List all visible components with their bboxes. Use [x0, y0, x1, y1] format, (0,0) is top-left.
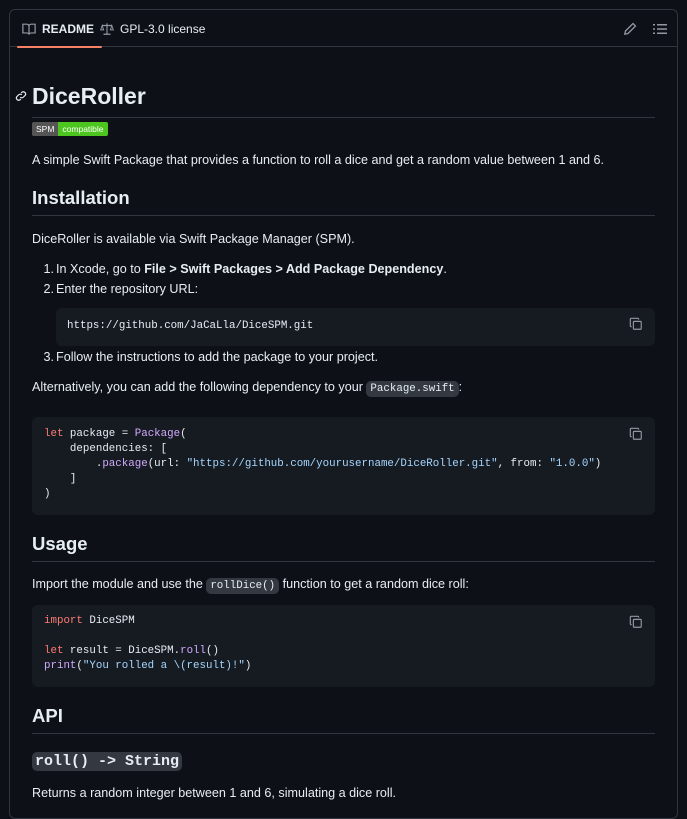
pencil-icon[interactable] — [622, 21, 638, 37]
package-code-block — [32, 417, 655, 515]
api-description: Returns a random integer between 1 and 6, simulating a dice roll. — [32, 786, 397, 800]
badge-value: compatible — [58, 122, 107, 136]
inline-code: rollDice() — [206, 578, 279, 594]
api-heading: API — [32, 704, 655, 734]
tab-readme[interactable] — [20, 10, 96, 47]
tab-readme-label: README — [42, 21, 95, 36]
api-signature: roll() -> String — [32, 752, 182, 771]
tab-license[interactable] — [100, 10, 205, 47]
link-anchor-icon[interactable] — [15, 90, 27, 102]
page-title: DiceRoller — [32, 83, 146, 109]
usage-code: import DiceSPM let result = DiceSPM.roll() print("You rolled a \(result)!") — [44, 615, 252, 672]
book-icon — [22, 22, 36, 36]
outline-list-icon[interactable] — [652, 21, 668, 37]
alternative-text: Alternatively, you can add the following dependency to your Package.swift : — [32, 380, 463, 395]
copy-icon[interactable] — [629, 615, 643, 629]
inline-code: Package.swift — [366, 381, 458, 397]
usage-heading: Usage — [32, 532, 655, 562]
package-code: let package = Package( dependencies: [ .package(url: "https://github.com/yourusername/DiceRoller.git", from: "1.0.0") ] ) — [44, 428, 602, 500]
readme-tabbar — [10, 10, 677, 47]
intro-text: A simple Swift Package that provides a function to roll a dice and get a random value between 1 and 6. — [32, 153, 604, 167]
law-scale-icon — [100, 22, 114, 36]
copy-icon[interactable] — [629, 427, 643, 441]
usage-text: Import the module and use the rollDice() function to get a random dice roll: — [32, 577, 469, 592]
repo-url-code: https://github.com/JaCaLla/DiceSPM.git — [67, 320, 314, 332]
title-row — [32, 81, 655, 118]
installation-heading: Installation — [32, 186, 655, 216]
installation-text: DiceRoller is available via Swift Package Manager (SPM). — [32, 232, 355, 246]
copy-icon[interactable] — [629, 317, 643, 331]
usage-code-block — [32, 605, 655, 687]
tab-license-label: GPL-3.0 license — [120, 21, 206, 36]
repo-url-code-block — [56, 308, 655, 346]
api-signature-heading — [32, 751, 182, 772]
badge-label: SPM — [32, 122, 58, 136]
spm-compatible-badge[interactable] — [32, 122, 108, 136]
readme-panel: README GPL-3.0 license DiceRoller SPM compatible A simple Swift Package that provides a function to roll a dice and get a random value between 1 and 6. Installation DiceRoller is available via Swift Package Manager (SPM). 1. In Xcode, go to File > Swift Packages > Add Package Dependency. 2. Enter the repository URL: 3. Follow the instructions to add the package to your project. https://github.com/JaCaLla/DiceSPM.git Alternatively, you can add the following dependency to your Package.swift : let package = Package( dependencies: [ .package(url: "https://github.com/yourusername/DiceRoller.git", from: "1.0.0") ] ) Usage Import the module and use the rollDice() function to get a random dice roll: import DiceSPM let result = DiceSPM.roll() print("You rolled a \(result)!") API roll() -> String Returns a random integer between 1 and 6, simulating a dice roll. — [9, 9, 678, 819]
